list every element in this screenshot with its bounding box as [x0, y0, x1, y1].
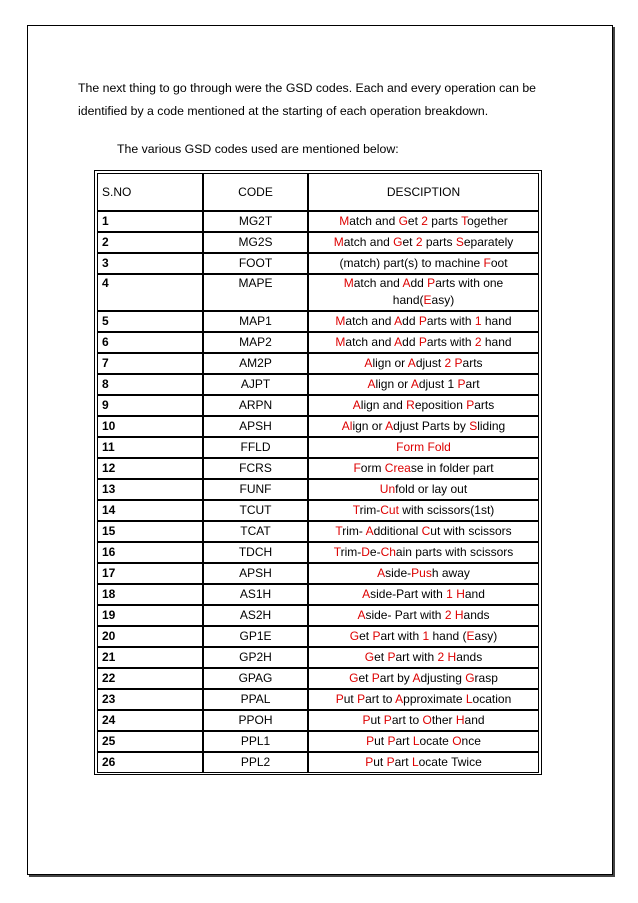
gsd-code-table	[94, 170, 542, 775]
cell-code: AS1H	[203, 584, 308, 605]
cell-description: Align or Adjust Parts by Sliding	[308, 416, 539, 437]
cell-code: MG2S	[203, 232, 308, 253]
cell-description: Align and Reposition Parts	[308, 395, 539, 416]
cell-description: Get Part with 2 Hands	[308, 647, 539, 668]
header-code: CODE	[203, 173, 308, 211]
table-row	[97, 253, 539, 274]
cell-code: GP2H	[203, 647, 308, 668]
cell-code: AM2P	[203, 353, 308, 374]
cell-sno: 16	[97, 542, 203, 563]
table-row	[97, 668, 539, 689]
cell-sno: 14	[97, 500, 203, 521]
table-row	[97, 605, 539, 626]
cell-description: Align or Adjust 1 Part	[308, 374, 539, 395]
cell-code: FOOT	[203, 253, 308, 274]
cell-code: APSH	[203, 563, 308, 584]
table-row	[97, 274, 539, 311]
cell-sno: 2	[97, 232, 203, 253]
table-row	[97, 211, 539, 232]
cell-description: Match and Add Parts with 2 hand	[308, 332, 539, 353]
cell-sno: 19	[97, 605, 203, 626]
table-row	[97, 353, 539, 374]
cell-description: Unfold or lay out	[308, 479, 539, 500]
cell-code: FCRS	[203, 458, 308, 479]
cell-code: AJPT	[203, 374, 308, 395]
cell-code: FUNF	[203, 479, 308, 500]
table-row	[97, 395, 539, 416]
cell-description: Aside- Part with 2 Hands	[308, 605, 539, 626]
cell-description: Trim-Cut with scissors(1st)	[308, 500, 539, 521]
cell-code: ARPN	[203, 395, 308, 416]
cell-description: Get Part with 1 hand (Easy)	[308, 626, 539, 647]
table-row	[97, 752, 539, 773]
cell-sno: 9	[97, 395, 203, 416]
cell-description: Form Fold	[308, 437, 539, 458]
cell-code: TCAT	[203, 521, 308, 542]
table-body	[97, 211, 539, 773]
cell-description: Trim- Additional Cut with scissors	[308, 521, 539, 542]
cell-description: Get Part by Adjusting Grasp	[308, 668, 539, 689]
cell-description: Match and Get 2 parts Separately	[308, 232, 539, 253]
cell-sno: 6	[97, 332, 203, 353]
table-row	[97, 500, 539, 521]
cell-sno: 3	[97, 253, 203, 274]
cell-description: Align or Adjust 2 Parts	[308, 353, 539, 374]
table-row	[97, 731, 539, 752]
cell-sno: 26	[97, 752, 203, 773]
intro-line-2: identified by a code mentioned at the starting of each operation breakdown.	[78, 104, 489, 118]
table-row	[97, 710, 539, 731]
cell-sno: 21	[97, 647, 203, 668]
table-row	[97, 542, 539, 563]
table-row	[97, 332, 539, 353]
header-description: DESCIPTION	[308, 173, 539, 211]
cell-sno: 4	[97, 274, 203, 311]
cell-code: MAP1	[203, 311, 308, 332]
cell-description: Trim-De-Chain parts with scissors	[308, 542, 539, 563]
cell-code: PPOH	[203, 710, 308, 731]
cell-description: Form Crease in folder part	[308, 458, 539, 479]
cell-code: MG2T	[203, 211, 308, 232]
cell-sno: 12	[97, 458, 203, 479]
cell-code: PPAL	[203, 689, 308, 710]
cell-code: APSH	[203, 416, 308, 437]
cell-code: AS2H	[203, 605, 308, 626]
cell-sno: 11	[97, 437, 203, 458]
cell-sno: 13	[97, 479, 203, 500]
cell-sno: 5	[97, 311, 203, 332]
table-row	[97, 416, 539, 437]
table-header-row	[97, 173, 539, 211]
cell-sno: 23	[97, 689, 203, 710]
table-row	[97, 458, 539, 479]
table-row	[97, 626, 539, 647]
table-row	[97, 437, 539, 458]
cell-description: Match and Get 2 parts Together	[308, 211, 539, 232]
cell-sno: 17	[97, 563, 203, 584]
table-lead-text: The various GSD codes used are mentioned below:	[117, 142, 399, 156]
cell-description: Match and Add Parts with 1 hand	[308, 311, 539, 332]
intro-paragraph	[78, 77, 578, 123]
table-row	[97, 647, 539, 668]
cell-code: TCUT	[203, 500, 308, 521]
header-sno: S.NO	[97, 173, 203, 211]
cell-description: Put Part Locate Once	[308, 731, 539, 752]
cell-description: Aside-Push away	[308, 563, 539, 584]
cell-code: MAP2	[203, 332, 308, 353]
cell-sno: 8	[97, 374, 203, 395]
cell-description: Put Part to Other Hand	[308, 710, 539, 731]
cell-code: MAPE	[203, 274, 308, 311]
table-row	[97, 689, 539, 710]
table-row	[97, 584, 539, 605]
table-row	[97, 521, 539, 542]
cell-description: Put Part Locate Twice	[308, 752, 539, 773]
cell-sno: 20	[97, 626, 203, 647]
table-row	[97, 311, 539, 332]
cell-sno: 22	[97, 668, 203, 689]
cell-sno: 1	[97, 211, 203, 232]
cell-sno: 15	[97, 521, 203, 542]
cell-sno: 7	[97, 353, 203, 374]
cell-code: GPAG	[203, 668, 308, 689]
table-row	[97, 232, 539, 253]
cell-description: (match) part(s) to machine Foot	[308, 253, 539, 274]
cell-code: TDCH	[203, 542, 308, 563]
cell-code: FFLD	[203, 437, 308, 458]
cell-description: Match and Add Parts with one hand(Easy)	[308, 274, 539, 311]
cell-sno: 10	[97, 416, 203, 437]
table-row	[97, 563, 539, 584]
cell-code: PPL1	[203, 731, 308, 752]
cell-sno: 25	[97, 731, 203, 752]
table-row	[97, 479, 539, 500]
cell-sno: 18	[97, 584, 203, 605]
intro-line-1: The next thing to go through were the GSD codes. Each and every operation can be	[78, 81, 537, 95]
cell-sno: 24	[97, 710, 203, 731]
cell-code: GP1E	[203, 626, 308, 647]
table-row	[97, 374, 539, 395]
cell-description: Aside-Part with 1 Hand	[308, 584, 539, 605]
cell-description: Put Part to Approximate Location	[308, 689, 539, 710]
cell-code: PPL2	[203, 752, 308, 773]
